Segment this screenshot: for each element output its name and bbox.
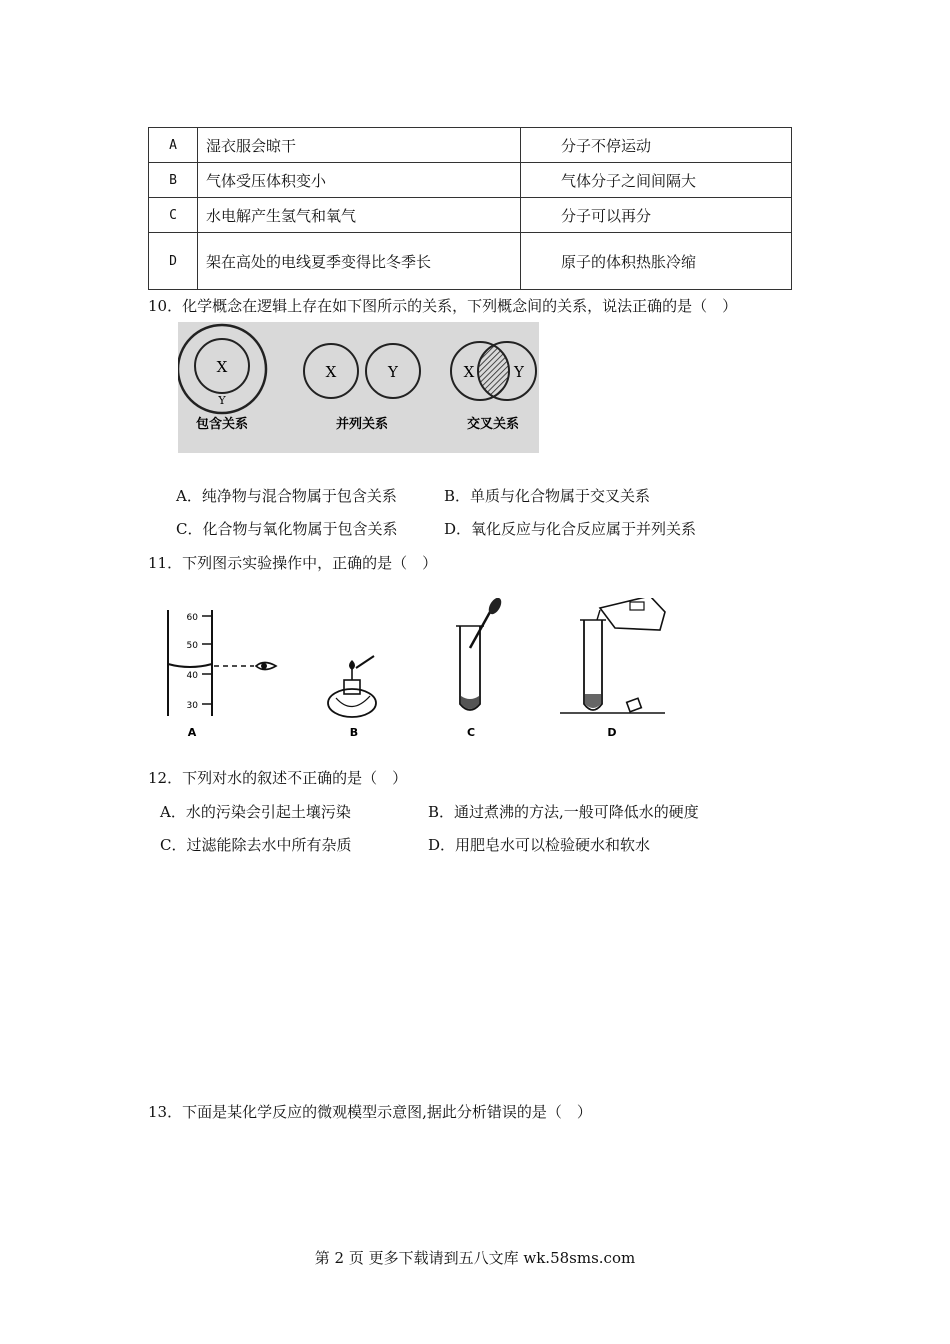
- row-label: C: [149, 198, 198, 233]
- q12-option-c: C．过滤能除去水中所有杂质: [160, 836, 352, 854]
- phenomenon-cell: 架在高处的电线夏季变得比冬季长: [198, 233, 521, 290]
- row-label: B: [149, 163, 198, 198]
- q10-option-b: B．单质与化合物属于交叉关系: [444, 487, 651, 505]
- figure-label-b: B: [349, 726, 359, 739]
- table-row: [149, 163, 792, 198]
- q10-option-d: D．氧化反应与化合反应属于并列关系: [444, 520, 697, 538]
- tick-label: 60: [186, 613, 198, 623]
- lab-operations-figure: [160, 598, 680, 748]
- table-row: [149, 233, 792, 290]
- venn-relations-figure: [178, 322, 539, 453]
- venn-y-label: Y: [388, 363, 398, 381]
- explanation-cell: 分子可以再分: [521, 198, 792, 233]
- venn-y-label: Y: [514, 363, 524, 381]
- venn-y-label: Y: [218, 394, 226, 407]
- tick-label: 50: [186, 641, 198, 651]
- q10-option-a: A．纯净物与混合物属于包含关系: [176, 487, 397, 505]
- venn-x-label: X: [325, 363, 337, 381]
- q10-option-c: C．化合物与氧化物属于包含关系: [176, 520, 398, 538]
- pouring-liquid-diagram: [560, 598, 665, 713]
- table-row: [149, 198, 792, 233]
- q12-option-d: D．用肥皂水可以检验硬水和软水: [428, 836, 651, 854]
- figure-label-a: A: [187, 726, 197, 739]
- page-footer: 第 2 页 更多下载请到五八文库 wk.58sms.com: [314, 1249, 636, 1267]
- q12-option-a: A．水的污染会引起土壤污染: [160, 803, 351, 821]
- figure-label-d: D: [607, 726, 617, 739]
- phenomenon-cell: 湿衣服会晾干: [198, 128, 521, 163]
- phenomenon-cell: 水电解产生氢气和氧气: [198, 198, 521, 233]
- row-label: D: [149, 233, 198, 290]
- venn-x-label: X: [463, 363, 475, 381]
- q11-stem: 11．下列图示实验操作中，正确的是（ ）: [148, 554, 438, 572]
- graduated-cylinder-diagram: [168, 610, 276, 716]
- q13-stem: 13．下面是某化学反应的微观模型示意图,据此分析错误的是（ ）: [148, 1103, 592, 1121]
- explanation-cell: 分子不停运动: [521, 128, 792, 163]
- tick-label: 30: [186, 701, 198, 711]
- explanation-cell: 原子的体积热胀冷缩: [521, 233, 792, 290]
- explanation-cell: 气体分子之间间隔大: [521, 163, 792, 198]
- caption-intersection: 交叉关系: [466, 417, 520, 432]
- phenomenon-cell: 气体受压体积变小: [198, 163, 521, 198]
- q12-stem: 12．下列对水的叙述不正确的是（ ）: [148, 769, 408, 787]
- q12-option-b: B．通过煮沸的方法,一般可降低水的硬度: [428, 803, 699, 821]
- row-label: A: [149, 128, 198, 163]
- caption-inclusion: 包含关系: [195, 417, 249, 432]
- q9-table: [148, 127, 792, 290]
- table-row: [149, 128, 792, 163]
- caption-parallel: 并列关系: [335, 417, 389, 432]
- tick-label: 40: [186, 671, 198, 681]
- figure-label-c: C: [466, 726, 476, 739]
- q10-stem: 10．化学概念在逻辑上存在如下图所示的关系，下列概念间的关系，说法正确的是（ ）: [148, 297, 738, 315]
- alcohol-lamp-diagram: [328, 656, 376, 717]
- venn-x-label: X: [216, 358, 228, 376]
- dropper-test-tube-diagram: [456, 598, 504, 710]
